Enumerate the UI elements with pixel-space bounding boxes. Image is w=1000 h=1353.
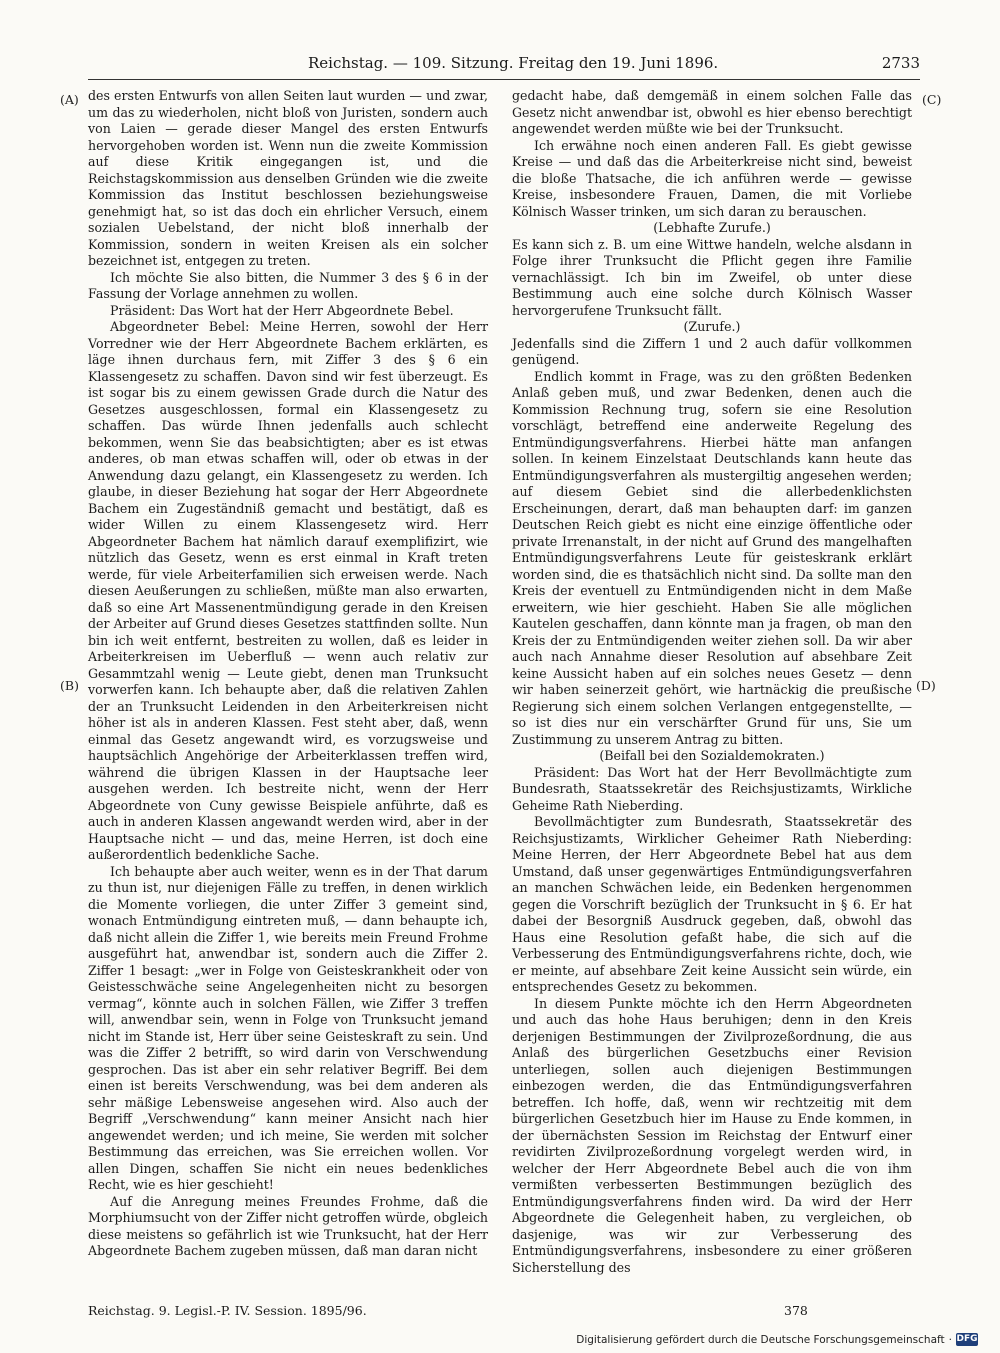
paragraph: Ich erwähne noch einen anderen Fall. Es giebt gewisse Kreise — und daß das die Arbeiterkreise nicht sind, beweist die bloße Thatsache, die ich anführen werde — gewisse Kreise, insbesondere Frauen, Damen, die mit Vorliebe Kölnisch Wasser trinken, um sich daran zu berauschen. bbox=[512, 137, 912, 219]
header-rule bbox=[88, 79, 920, 80]
paragraph: Endlich kommt in Frage, was zu den größten Bedenken Anlaß geben muß, und zwar Bedenken, denen auch die Kommission Rechnung trug, sofern sie eine Resolution vorschlägt, betreffend eine anderweite Regelung des Entmündigungsverfahrens. Hierbei hätte man anfangen sollen. In keinem Einzelstaat Deutschlands kann heute das Entmündigungsverfahren als mustergiltig angesehen werden; auf diesem Gebiet sind die allerbedenklichsten Erscheinungen, derart, daß man behaupten darf: im ganzen Deutschen Reich giebt es nicht eine einzige öffentliche oder private Irrenanstalt, in der nicht auf Grund des mangelhaften Entmündigungsverfahrens Leute für geisteskrank erklärt worden sind, die es thatsächlich nicht sind. Da sollte man den Kreis der eventuell zu Entmündigenden nicht in dem Maße erweitern, wie hier geschieht. Haben Sie alle möglichen Kautelen geschaffen, dann könnte man ja fragen, ob man den Kreis der zu Entmündigenden weiter ziehen soll. Da wir aber auch nach Annahme dieser Resolution auf absehbare Zeit keine Aussicht haben auf ein solches neues Gesetz — denn wir haben seinerzeit gehört, wie hartnäckig die preußische Regierung sich einem solchen Verlangen entgegenstellte, — so ist dies nur ein verschärfter Grund für uns, Sie um Zustimmung zu unserem Antrag zu bitten. bbox=[512, 368, 912, 747]
paragraph: Ich behaupte aber auch weiter, wenn es in der That darum zu thun ist, nur diejenigen Fälle zu treffen, in denen wirklich die Momente vorliegen, die unter Ziffer 3 gemeint sind, wonach Entmündigung eintreten muß, — dann behaupte ich, daß nicht allein die Ziffer 1, wie bereits mein Freund Frohme ausgeführt hat, anwendbar ist, sondern auch die Ziffer 2. Ziffer 1 besagt: „wer in Folge von Geisteskrankheit oder von Geistesschwäche seine Angelegenheiten nicht zu besorgen vermag“, könnte auch in solchen Fällen, wie Ziffer 3 treffen will, anwendbar sein, wenn in Folge von Trunksucht jemand nicht im Stande ist, Herr über seine Geisteskraft zu sein. Und was die Ziffer 2 betrifft, so wird darin von Verschwendung gesprochen. Das ist aber ein sehr relativer Begriff. Bei dem einen ist bereits Verschwendung, was bei dem anderen als sehr mäßige Lebensweise angesehen wird. Also auch der Begriff „Verschwendung“ kann meiner Ansicht nach hier angewendet werden; und ich meine, Sie werden mit solcher Bestimmung das erreichen, was Sie erreichen wollen. Vor allen Dingen, schaffen Sie nicht ein neues bedenkliches Recht, wie es hier geschieht! bbox=[88, 863, 488, 1192]
right-column bbox=[512, 88, 912, 1276]
footer-session-info: Reichstag. 9. Legisl.-P. IV. Session. 1895/96. bbox=[88, 1303, 367, 1318]
paragraph: Präsident: Das Wort hat der Herr Abgeordnete Bebel. bbox=[110, 302, 454, 318]
digitization-text: Digitalisierung gefördert durch die Deutsche Forschungsgemeinschaft bbox=[576, 1333, 945, 1346]
digitization-note: Digitalisierung gefördert durch die Deutsche Forschungsgemeinschaft · DFG bbox=[576, 1333, 978, 1346]
margin-marker-c: (C) bbox=[922, 92, 942, 107]
margin-marker-d: (D) bbox=[916, 678, 936, 693]
paragraph: des ersten Entwurfs von allen Seiten laut wurden — und zwar, um das zu wiederholen, nicht bloß von Juristen, sondern auch von Laien — gerade dieser Mangel des ersten Entwurfs hervorgehoben worden ist. Wenn nun die zweite Kommission auf diese Kritik eingegangen ist, und die Reichstagskommission aus denselben Gründen wie die zweite Kommission das Institut beschlossen beziehungsweise genehmigt hat, so ist das doch ein ehrlicher Versuch, einem sozialen Uebelstand, der nicht bloß innerhalb der Kommission, sondern in weiten Kreisen als ein solcher bezeichnet ist, entgegen zu treten. bbox=[88, 88, 488, 268]
dfg-logo-icon: DFG bbox=[956, 1334, 978, 1344]
interjection: (Beifall bei den Sozialdemokraten.) bbox=[599, 748, 825, 763]
header-title: Reichstag. — 109. Sitzung. Freitag den 19. Juni 1896. bbox=[308, 54, 719, 72]
paragraph: Präsident: Das Wort hat der Herr Bevollmächtigte zum Bundesrath, Staatssekretär des Reichsjustizamts, Wirkliche Geheime Rath Nieberding. bbox=[512, 764, 912, 813]
margin-marker-b: (B) bbox=[60, 678, 79, 693]
paragraph: Bevollmächtigter zum Bundesrath, Staatssekretär des Reichsjustizamts, Wirklicher Geheimer Rath Nieberding: Meine Herren, der Herr Abgeordnete Bebel hat aus dem Umstand, daß unser gegenwärtiges Entmündigungsverfahren an manchen Schwächen leide, ein Bedenken hergenommen gegen die Vorschrift bezüglich der Trunksucht in § 6. Er hat dabei der Besorgniß Ausdruck gegeben, daß, obwohl das Haus eine Resolution gefaßt habe, die sich auf die Verbesserung des Entmündigungsverfahrens richte, doch, wie er meinte, auf absehbare Zeit keine Aussicht sein würde, ein entsprechendes Gesetz zu bekommen. bbox=[512, 814, 912, 994]
paragraph: Es kann sich z. B. um eine Wittwe handeln, welche alsdann in Folge ihrer Trunksucht die Pflicht gegen ihre Familie vernachlässigt. Ich bin im Zweifel, ob unter diese Bestimmung auch eine solche durch Kölnisch Wasser hervorgerufene Trunksucht fällt. bbox=[512, 236, 912, 318]
paragraph: gedacht habe, daß demgemäß in einem solchen Falle das Gesetz nicht anwendbar ist, obwohl es hier ebenso berechtigt angewendet werden müßte wie bei der Trunksucht. bbox=[512, 88, 912, 136]
interjection: (Lebhafte Zurufe.) bbox=[653, 220, 771, 235]
paragraph: Ich möchte Sie also bitten, die Nummer 3 des § 6 in der Fassung der Vorlage annehmen zu wollen. bbox=[88, 269, 488, 301]
interjection: (Zurufe.) bbox=[683, 319, 741, 334]
paragraph: In diesem Punkte möchte ich den Herrn Abgeordneten und auch das hohe Haus beruhigen; denn in den Kreis derjenigen Bestimmungen der Zivilprozeßordnung, die aus Anlaß des bürgerlichen Gesetzbuchs einer Revision unterliegen, sollen auch diejenigen Bestimmungen einbezogen werden, die das Entmündigungsverfahren betreffen. Ich hoffe, daß, wenn wir rechtzeitig mit dem bürgerlichen Gesetzbuch hier im Hause zu Ende kommen, in der übernächsten Session im Reichstag der Entwurf einer revidirten Zivilprozeßordnung vorgelegt werden wird, in welcher der Herr Abgeordnete Bebel auch die von ihm vermißten verbesserten Bestimmungen bezüglich des Entmündigungsverfahrens finden wird. Da wird der Herr Abgeordnete die Gelegenheit haben, zu vergleichen, ob dasjenige, was wir zur Verbesserung des Entmündigungsverfahrens, insbesondere zu einer größeren Sicherstellung des bbox=[512, 995, 912, 1275]
footer-sequence-number: 378 bbox=[784, 1303, 808, 1318]
header-page-number: 2733 bbox=[881, 54, 920, 72]
paragraph: Auf die Anregung meines Freundes Frohme, daß die Morphiumsucht von der Ziffer nicht getroffen würde, obgleich diese meistens so gefährlich ist wie Trunksucht, hat der Herr Abgeordnete Bachem zugeben müssen, daß man daran nicht bbox=[88, 1193, 488, 1258]
paragraph: Jedenfalls sind die Ziffern 1 und 2 auch dafür vollkommen genügend. bbox=[512, 335, 912, 367]
paragraph: Abgeordneter Bebel: Meine Herren, sowohl der Herr Vorredner wie der Herr Abgeordnete Bachem erklärten, es läge ihnen durchaus fern, mit Ziffer 3 des § 6 ein Klassengesetz zu schaffen. Davon sind wir fest überzeugt. Es ist sogar bis zu einem gewissen Grade durch die Natur des Gesetzes ausgeschlossen, formal ein Klassengesetz zu schaffen. Das würde Ihnen jedenfalls auch schlecht bekommen, wenn Sie das beabsichtigten; aber es ist etwas anderes, ob man etwas schaffen will, oder ob etwas in der Anwendung dazu gelangt, ein Klassengesetz zu werden. Ich glaube, in dieser Beziehung hat sogar der Herr Abgeordnete Bachem ein Zugeständniß gemacht und bestätigt, daß es wider Willen zu einem Klassengesetz wird. Herr Abgeordneter Bachem hat nämlich darauf exemplifizirt, wie nützlich das Gesetz, wenn es erst einmal in Kraft treten werde, für viele Arbeiterfamilien sich erweisen werde. Nach diesen Aeußerungen zu schließen, müßte man also erwarten, daß so eine Art Massenentmündigung gerade in den Kreisen der Arbeiter auf Grund dieses Gesetzes stattfinden sollte. Nun bin ich weit entfernt, bestreiten zu wollen, daß es leider in Arbeiterkreisen im Ueberfluß — wenn auch relativ zur Gesammtzahl wenig — Leute giebt, denen man Trunksucht vorwerfen kann. Ich behaupte aber, daß die relativen Zahlen der an Trunksucht Leidenden in den Arbeiterkreisen nicht höher ist als in anderen Klassen. Fest steht aber, daß, wenn einmal das Gesetz angewandt wird, es vorzugsweise und hauptsächlich Angehörige der Arbeiterklassen treffen wird, während die übrigen Klassen in der Hauptsache leer ausgehen werden. Ich bestreite nicht, wenn der Herr Abgeordnete von Cuny gewisse Beispiele anführte, daß es auch in anderen Klassen angewandt werden wird, aber in der Hauptsache nicht — und das, meine Herren, ist doch eine außerordentlich bedenkliche Sache. bbox=[88, 319, 488, 862]
page-header bbox=[88, 54, 920, 76]
margin-marker-a: (A) bbox=[60, 92, 79, 107]
left-column bbox=[88, 88, 488, 1260]
